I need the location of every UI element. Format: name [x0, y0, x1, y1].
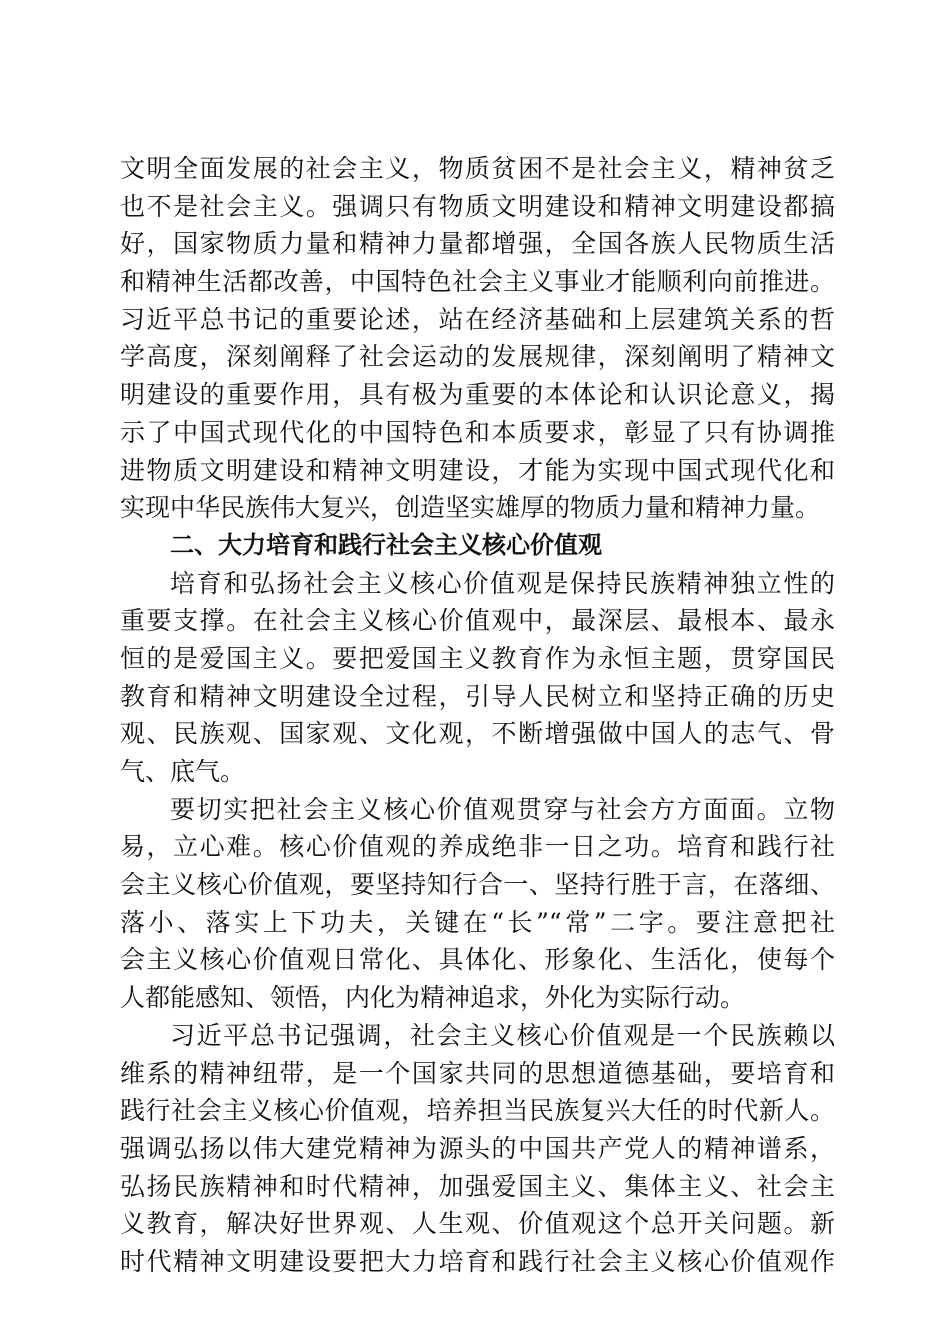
text-line: 要切实把社会主义核心价值观贯穿与社会方方面面。立物 — [170, 794, 835, 824]
text-line: 也不是社会主义。强调只有物质文明建设和精神文明建设都搞 — [120, 191, 835, 221]
text-line: 恒的是爱国主义。要把爱国主义教育作为永恒主题，贯穿国民 — [120, 643, 835, 673]
text-line: 重要支撑。在社会主义核心价值观中，最深层、最根本、最永 — [120, 606, 835, 636]
text-line: 好，国家物质力量和精神力量都增强，全国各族人民物质生活 — [120, 229, 835, 259]
text-line: 示了中国式现代化的中国特色和本质要求，彰显了只有协调推 — [120, 417, 835, 447]
text-line: 观、民族观、国家观、文化观，不断增强做中国人的志气、骨 — [120, 719, 835, 749]
text-line: 进物质文明建设和精神文明建设，才能为实现中国式现代化和 — [120, 455, 835, 485]
text-line: 落小、落实上下功夫，关键在“长”“常”二字。要注意把社 — [120, 907, 835, 937]
text-line: 培育和弘扬社会主义核心价值观是保持民族精神独立性的 — [170, 568, 835, 598]
text-line: 维系的精神纽带，是一个国家共同的思想道德基础，要培育和 — [120, 1058, 835, 1088]
text-line: 明建设的重要作用，具有极为重要的本体论和认识论意义，揭 — [120, 380, 835, 410]
document-page — [120, 150, 835, 1281]
paragraph-patriotism — [120, 565, 835, 791]
text-line: 会主义核心价值观日常化、具体化、形象化、生活化，使每个 — [120, 945, 835, 975]
text-line: 学高度，深刻阐释了社会运动的发展规律，深刻阐明了精神文 — [120, 342, 835, 372]
text-line: 习近平总书记强调，社会主义核心价值观是一个民族赖以 — [170, 1020, 835, 1050]
text-line: 习近平总书记的重要论述，站在经济基础和上层建筑关系的哲 — [120, 304, 835, 334]
text-line: 弘扬民族精神和时代精神，加强爱国主义、集体主义、社会主 — [120, 1171, 835, 1201]
text-line: 人都能感知、领悟，内化为精神追求，外化为实际行动。 — [120, 983, 746, 1013]
text-line: 实现中华民族伟大复兴，创造坚实雄厚的物质力量和精神力量。 — [120, 493, 821, 523]
text-line: 义教育，解决好世界观、人生观、价值观这个总开关问题。新 — [120, 1209, 835, 1239]
text-line: 气、底气。 — [120, 757, 246, 786]
text-line: 文明全面发展的社会主义，物质贫困不是社会主义，精神贫乏 — [120, 154, 835, 183]
text-line: 强调弘扬以伟大建党精神为源头的中国共产党人的精神谱系， — [120, 1133, 835, 1163]
text-line: 和精神生活都改善，中国特色社会主义事业才能顺利向前推进。 — [120, 267, 835, 297]
paragraph-spiritual-bond — [120, 1017, 835, 1281]
section-heading: 二、大力培育和践行社会主义核心价值观 — [170, 530, 602, 559]
text-line: 践行社会主义核心价值观，培养担当民族复兴大任的时代新人。 — [120, 1096, 835, 1126]
text-line: 会主义核心价值观，要坚持知行合一、坚持行胜于言，在落细、 — [120, 870, 835, 900]
text-line: 时代精神文明建设要把大力培育和践行社会主义核心价值观作 — [120, 1246, 835, 1276]
paragraph-continuation — [120, 150, 835, 527]
text-line: 易，立心难。核心价值观的养成绝非一日之功。培育和践行社 — [120, 832, 835, 862]
paragraph-core-values — [120, 791, 835, 1017]
text-line: 教育和精神文明建设全过程，引导人民树立和坚持正确的历史 — [120, 681, 835, 711]
